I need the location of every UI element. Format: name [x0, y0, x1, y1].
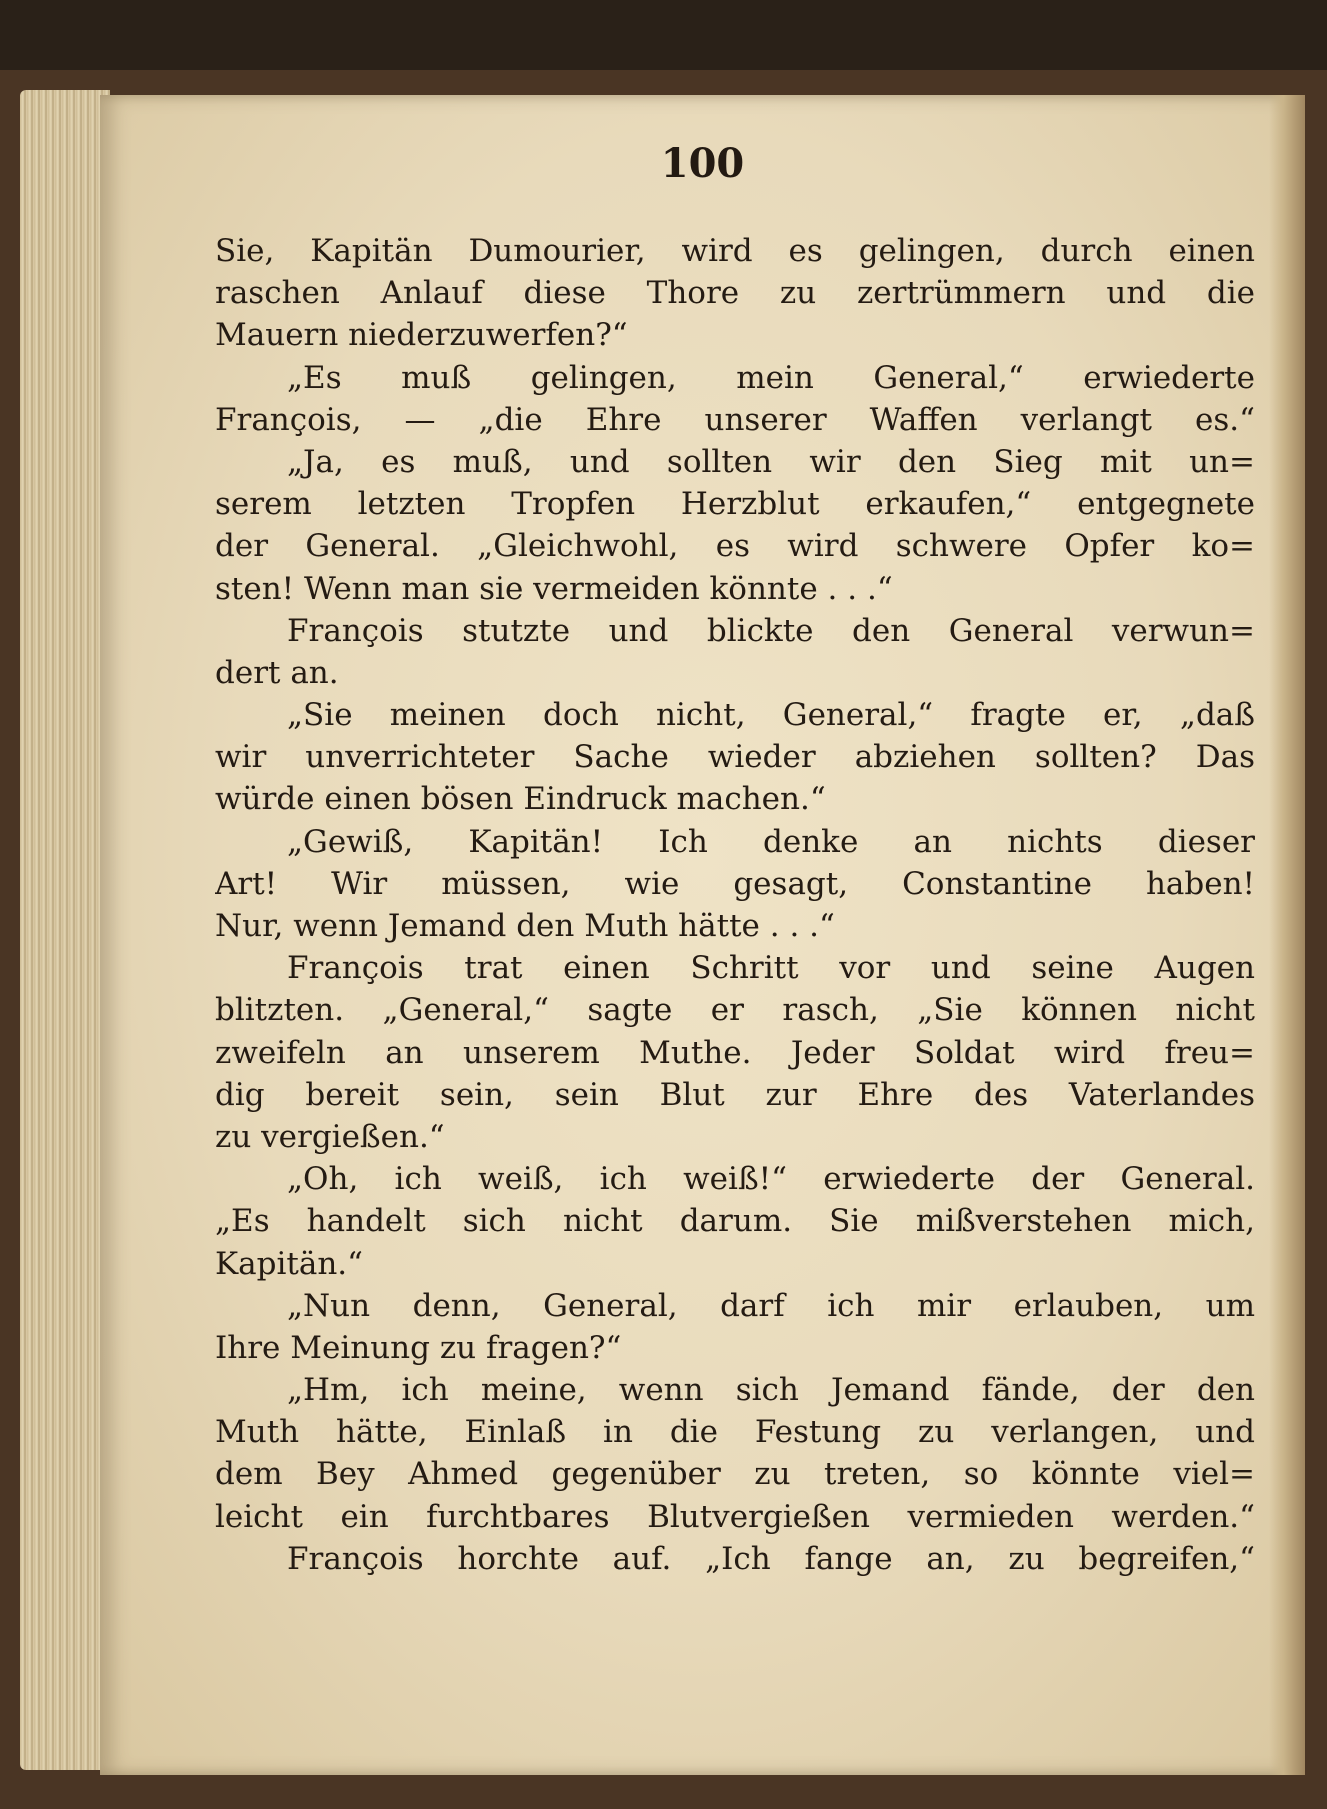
text-line: Sie, Kapitän Dumourier, wird es gelingen, durch einen	[215, 233, 1255, 269]
text-line: Muth hätte, Einlaß in die Festung zu verlangen, und	[215, 1414, 1255, 1451]
text-line: dert an.	[215, 654, 339, 691]
text-line: Kapitän.“	[215, 1245, 364, 1282]
text-line: serem letzten Tropfen Herzblut erkaufen,“ entgegnete	[215, 486, 1255, 523]
text-line: „Oh, ich weiß, ich weiß!“ erwiederte der General.	[287, 1161, 1255, 1198]
text-line: leicht ein furchtbares Blutvergießen vermieden werden.“	[215, 1498, 1255, 1535]
text-line: der General. „Gleichwohl, es wird schwere Opfer ko=	[215, 528, 1255, 565]
text-line: zu vergießen.“	[215, 1118, 445, 1155]
text-line: blitzten. „General,“ sagte er rasch, „Sie können nicht	[215, 992, 1255, 1029]
text-line: François stutzte und blickte den General verwun=	[287, 612, 1255, 649]
text-line: wir unverrichteter Sache wieder abziehen sollten? Das	[215, 739, 1255, 776]
book-page	[100, 95, 1305, 1775]
text-line: dem Bey Ahmed gegenüber zu treten, so könnte viel=	[215, 1456, 1255, 1493]
text-line: „Es muß gelingen, mein General,“ erwiederte	[287, 359, 1255, 396]
page-fold-shadow	[1269, 95, 1305, 1775]
text-line: François trat einen Schritt vor und seine Augen	[287, 950, 1255, 987]
text-line: würde einen bösen Eindruck machen.“	[215, 781, 826, 818]
text-line: „Es handelt sich nicht darum. Sie mißverstehen mich,	[215, 1203, 1255, 1240]
text-line: Ihre Meinung zu fragen?“	[215, 1329, 622, 1366]
page-number: 100	[660, 140, 745, 187]
body-text	[215, 230, 1255, 1580]
text-line: „Sie meinen doch nicht, General,“ fragte er, „daß	[287, 697, 1255, 734]
text-line: dig bereit sein, sein Blut zur Ehre des Vaterlandes	[215, 1076, 1255, 1113]
page-edges	[20, 90, 110, 1770]
text-line: „Ja, es muß, und sollten wir den Sieg mit un=	[287, 443, 1255, 480]
text-line: „Gewiß, Kapitän! Ich denke an nichts dieser	[287, 823, 1255, 860]
text-line: „Hm, ich meine, wenn sich Jemand fände, der den	[287, 1372, 1255, 1409]
text-line: Mauern niederzuwerfen?“	[215, 317, 628, 354]
text-line: Nur, wenn Jemand den Muth hätte . . .“	[215, 908, 835, 944]
text-line: „Nun denn, General, darf ich mir erlauben, um	[287, 1287, 1255, 1324]
text-line: François horchte auf. „Ich fange an, zu begreifen,“	[287, 1540, 1255, 1577]
text-line: François, — „die Ehre unserer Waffen verlangt es.“	[215, 401, 1255, 438]
text-line: Art! Wir müssen, wie gesagt, Constantine haben!	[215, 865, 1255, 902]
text-line: sten! Wenn man sie vermeiden könnte . . .“	[215, 570, 893, 607]
text-line: zweifeln an unserem Muthe. Jeder Soldat wird freu=	[215, 1034, 1255, 1071]
text-line: raschen Anlauf diese Thore zu zertrümmern und die	[215, 275, 1255, 312]
